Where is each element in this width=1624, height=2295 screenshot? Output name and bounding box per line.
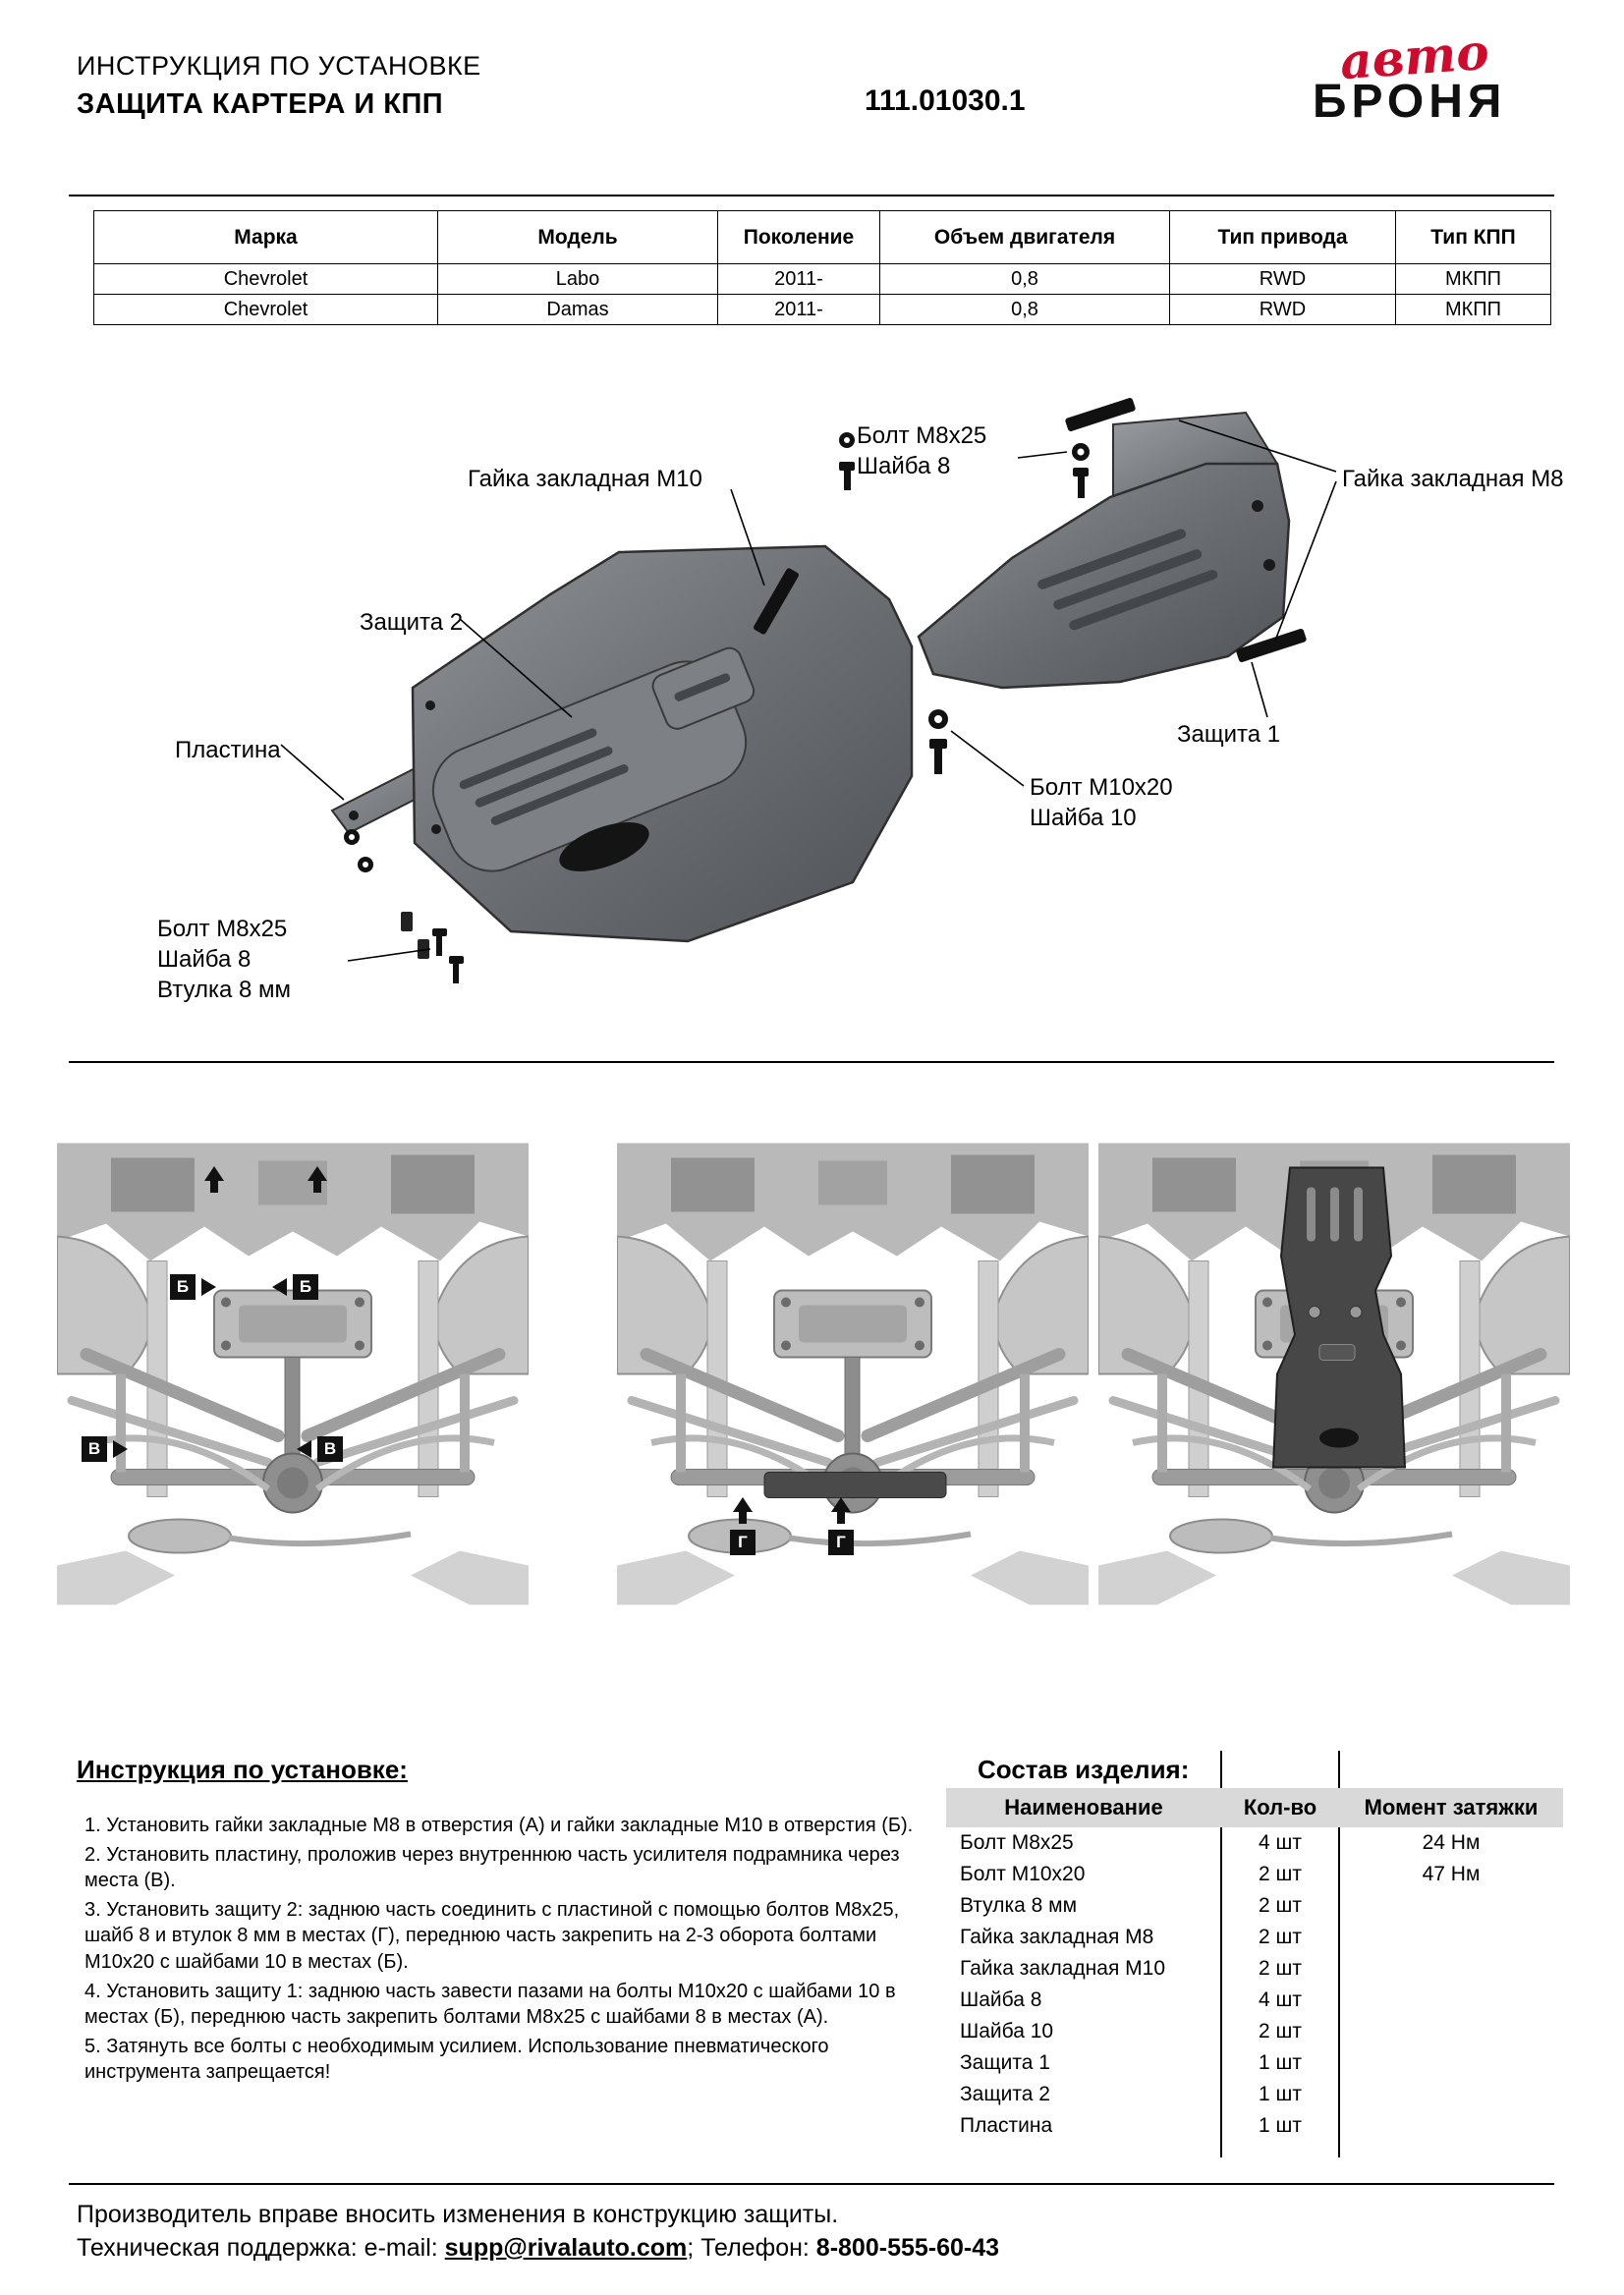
fastener-bolt-m8-mid: [839, 432, 855, 490]
instruction-step: 5. Затянуть все болты с необходимым усилием. Использование пневматического инструмента запрещается!: [84, 2035, 829, 2084]
label-guard1: Защита 1: [1177, 721, 1281, 748]
support-mid: ; Телефон:: [687, 2234, 816, 2262]
veh-col-header: Модель: [438, 211, 718, 264]
support-phone: 8-800-555-60-43: [815, 2234, 1000, 2262]
logo-brand-text: БРОНЯ: [1313, 76, 1507, 128]
location-arrow-a: [204, 1166, 224, 1193]
fastener-bolt-m8-top: [1072, 443, 1090, 498]
veh-col-header: Поколение: [718, 211, 880, 264]
veh-cell: 0,8: [880, 264, 1170, 295]
part-torque: 47 Нм: [1422, 1863, 1481, 1885]
table-row: [946, 2110, 1563, 2142]
part-name: Болт М8х25: [960, 1831, 1074, 1854]
marker-arrow: [297, 1440, 311, 1458]
part-qty: 2 шт: [1259, 1926, 1302, 1948]
parts-col-header: Наименование: [946, 1788, 1221, 1827]
exploded-diagram: [0, 393, 1624, 1061]
veh-cell: 2011-: [718, 295, 880, 325]
parts-list-heading: Состав изделия:: [978, 1755, 1190, 1784]
part-torque: [1339, 2110, 1563, 2142]
veh-col-header: Марка: [94, 211, 438, 264]
part-torque: [1339, 1922, 1563, 1953]
veh-cell: RWD: [1170, 264, 1396, 295]
table-row: [94, 295, 1551, 325]
part-torque: [1339, 1953, 1563, 1985]
manufacturer-note: Производитель вправе вносить изменения в конструкцию защиты.: [77, 2201, 839, 2228]
veh-cell: Chevrolet: [94, 295, 438, 325]
table-row: [946, 1922, 1563, 1953]
instruction-step: 3. Установить защиту 2: заднюю часть соединить с пластиной с помощью болтов М8х25, шайб 8 и втулок 8 мм в местах (Г), переднюю часть закрепить на 2-3 оборота болтами М10х20 с шайбами 10 в местах (Б).: [84, 1898, 900, 1973]
part-qty: 1 шт: [1259, 2114, 1302, 2137]
part-name: Гайка закладная М10: [960, 1957, 1166, 1980]
label-bolt-m8-bottom: [157, 914, 291, 1006]
divider-bottom: [69, 2183, 1554, 2185]
part-torque: [1339, 2047, 1563, 2079]
label-line: Шайба 8: [157, 946, 252, 974]
table-row: [946, 2047, 1563, 2079]
photo-underbody-mid: [617, 1142, 1089, 1606]
part-name: Шайба 10: [960, 2020, 1054, 2043]
label-line: Болт М8х25: [157, 916, 288, 942]
parts-table-header-row: [946, 1788, 1563, 1827]
veh-cell: Labo: [438, 264, 718, 295]
logo-script-text: авто: [1338, 22, 1491, 91]
label-bolt-m10: [1030, 772, 1173, 833]
marker-arrow: [733, 1497, 753, 1524]
part-name: Защита 1: [960, 2051, 1050, 2074]
marker-g: Г: [730, 1530, 756, 1555]
veh-col-header: Тип КПП: [1396, 211, 1551, 264]
veh-cell: 2011-: [718, 264, 880, 295]
veh-cell: 0,8: [880, 295, 1170, 325]
guard2-shape: [413, 546, 912, 941]
support-line: [77, 2234, 999, 2263]
table-row: [946, 2079, 1563, 2110]
veh-col-header: Тип привода: [1170, 211, 1396, 264]
label-line: Болт М10х20: [1030, 774, 1173, 801]
label-bolt-m8-top: [857, 420, 986, 481]
underbody-render: [57, 1142, 529, 1606]
part-qty: 1 шт: [1259, 2051, 1302, 2074]
divider-top: [69, 195, 1554, 196]
part-name: Пластина: [960, 2114, 1053, 2137]
marker-arrow: [831, 1497, 851, 1524]
veh-cell: МКПП: [1396, 295, 1551, 325]
part-torque: [1339, 1890, 1563, 1922]
table-row: [946, 1890, 1563, 1922]
location-arrow-a: [308, 1166, 327, 1193]
table-row: [946, 1827, 1563, 1859]
veh-cell: Damas: [438, 295, 718, 325]
marker-arrow: [113, 1440, 128, 1458]
marker-b: Б: [170, 1274, 196, 1300]
part-torque: [1339, 2016, 1563, 2047]
part-number: 111.01030.1: [865, 84, 1026, 117]
marker-b: Б: [293, 1274, 318, 1300]
part-name: Защита 2: [960, 2083, 1050, 2105]
table-row: [946, 1985, 1563, 2016]
label-line: Втулка 8 мм: [157, 977, 292, 1004]
marker-g: Г: [828, 1530, 854, 1555]
veh-col-header: Объем двигателя: [880, 211, 1170, 264]
label-line: Болт М8х25: [857, 422, 987, 449]
instructions-heading: Инструкция по установке:: [77, 1755, 408, 1784]
doc-type-title: ИНСТРУКЦИЯ ПО УСТАНОВКЕ: [77, 51, 481, 81]
table-row: [94, 264, 1551, 295]
marker-arrow: [201, 1278, 216, 1296]
part-qty: 2 шт: [1259, 2020, 1302, 2043]
veh-cell: RWD: [1170, 295, 1396, 325]
instructions-steps: [84, 1813, 929, 2089]
part-qty: 2 шт: [1259, 1894, 1302, 1917]
label-line: Шайба 10: [1030, 805, 1137, 832]
table-row: [946, 2016, 1563, 2047]
table-row: [946, 1953, 1563, 1985]
label-nut-m10: Гайка закладная М10: [468, 466, 702, 492]
marker-v: В: [317, 1436, 343, 1462]
vehicle-table: [93, 210, 1551, 325]
part-name: Гайка закладная М8: [960, 1926, 1154, 1948]
part-qty: 1 шт: [1259, 2083, 1302, 2105]
instruction-step: 4. Установить защиту 1: заднюю часть завести пазами на болты М10х20 с шайбами 10 в местах (Б), переднюю часть закрепить болтами М8х25 с шайбами 8 в местах (А).: [84, 1980, 896, 2029]
support-email-link[interactable]: supp@rivalauto.com: [444, 2234, 688, 2262]
label-nut-m8: Гайка закладная М8: [1342, 466, 1564, 492]
parts-table: [946, 1788, 1563, 2142]
veh-cell: МКПП: [1396, 264, 1551, 295]
part-name: Болт М10х20: [960, 1863, 1086, 1885]
part-torque: [1339, 2079, 1563, 2110]
parts-col-header: Кол-во: [1221, 1788, 1339, 1827]
part-torque: [1339, 1985, 1563, 2016]
vehicle-table-header-row: [94, 211, 1551, 264]
product-title: ЗАЩИТА КАРТЕРА И КПП: [77, 88, 444, 120]
label-plate: Пластина: [175, 737, 281, 763]
label-line: Шайба 8: [857, 453, 951, 480]
instruction-step: 1. Установить гайки закладные М8 в отверстия (А) и гайки закладные М10 в отверстия (Б).: [84, 1815, 914, 1836]
part-name: Шайба 8: [960, 1988, 1042, 2011]
marker-arrow: [272, 1278, 287, 1296]
fastener-bolt-m10-stack: [928, 709, 948, 774]
underbody-render-installed: [1098, 1142, 1570, 1606]
support-prefix: Техническая поддержка: e-mail:: [77, 2234, 445, 2262]
marker-v: В: [82, 1436, 107, 1462]
photo-underbody-front: [57, 1142, 529, 1606]
brand-logo: [1313, 22, 1588, 132]
label-guard2: Защита 2: [360, 609, 464, 636]
photo-underbody-installed: [1098, 1142, 1570, 1606]
part-qty: 4 шт: [1259, 1988, 1302, 2011]
part-qty: 2 шт: [1259, 1957, 1302, 1980]
part-qty: 4 шт: [1259, 1831, 1302, 1854]
part-torque: 24 Нм: [1422, 1831, 1481, 1854]
table-row: [946, 1859, 1563, 1890]
part-qty: 2 шт: [1259, 1863, 1302, 1885]
part-name: Втулка 8 мм: [960, 1894, 1078, 1917]
instruction-step: 2. Установить пластину, проложив через внутреннюю часть усилителя подрамника через места (В).: [84, 1843, 900, 1892]
divider-mid: [69, 1061, 1554, 1063]
parts-col-header: Момент затяжки: [1339, 1788, 1563, 1827]
veh-cell: Chevrolet: [94, 264, 438, 295]
